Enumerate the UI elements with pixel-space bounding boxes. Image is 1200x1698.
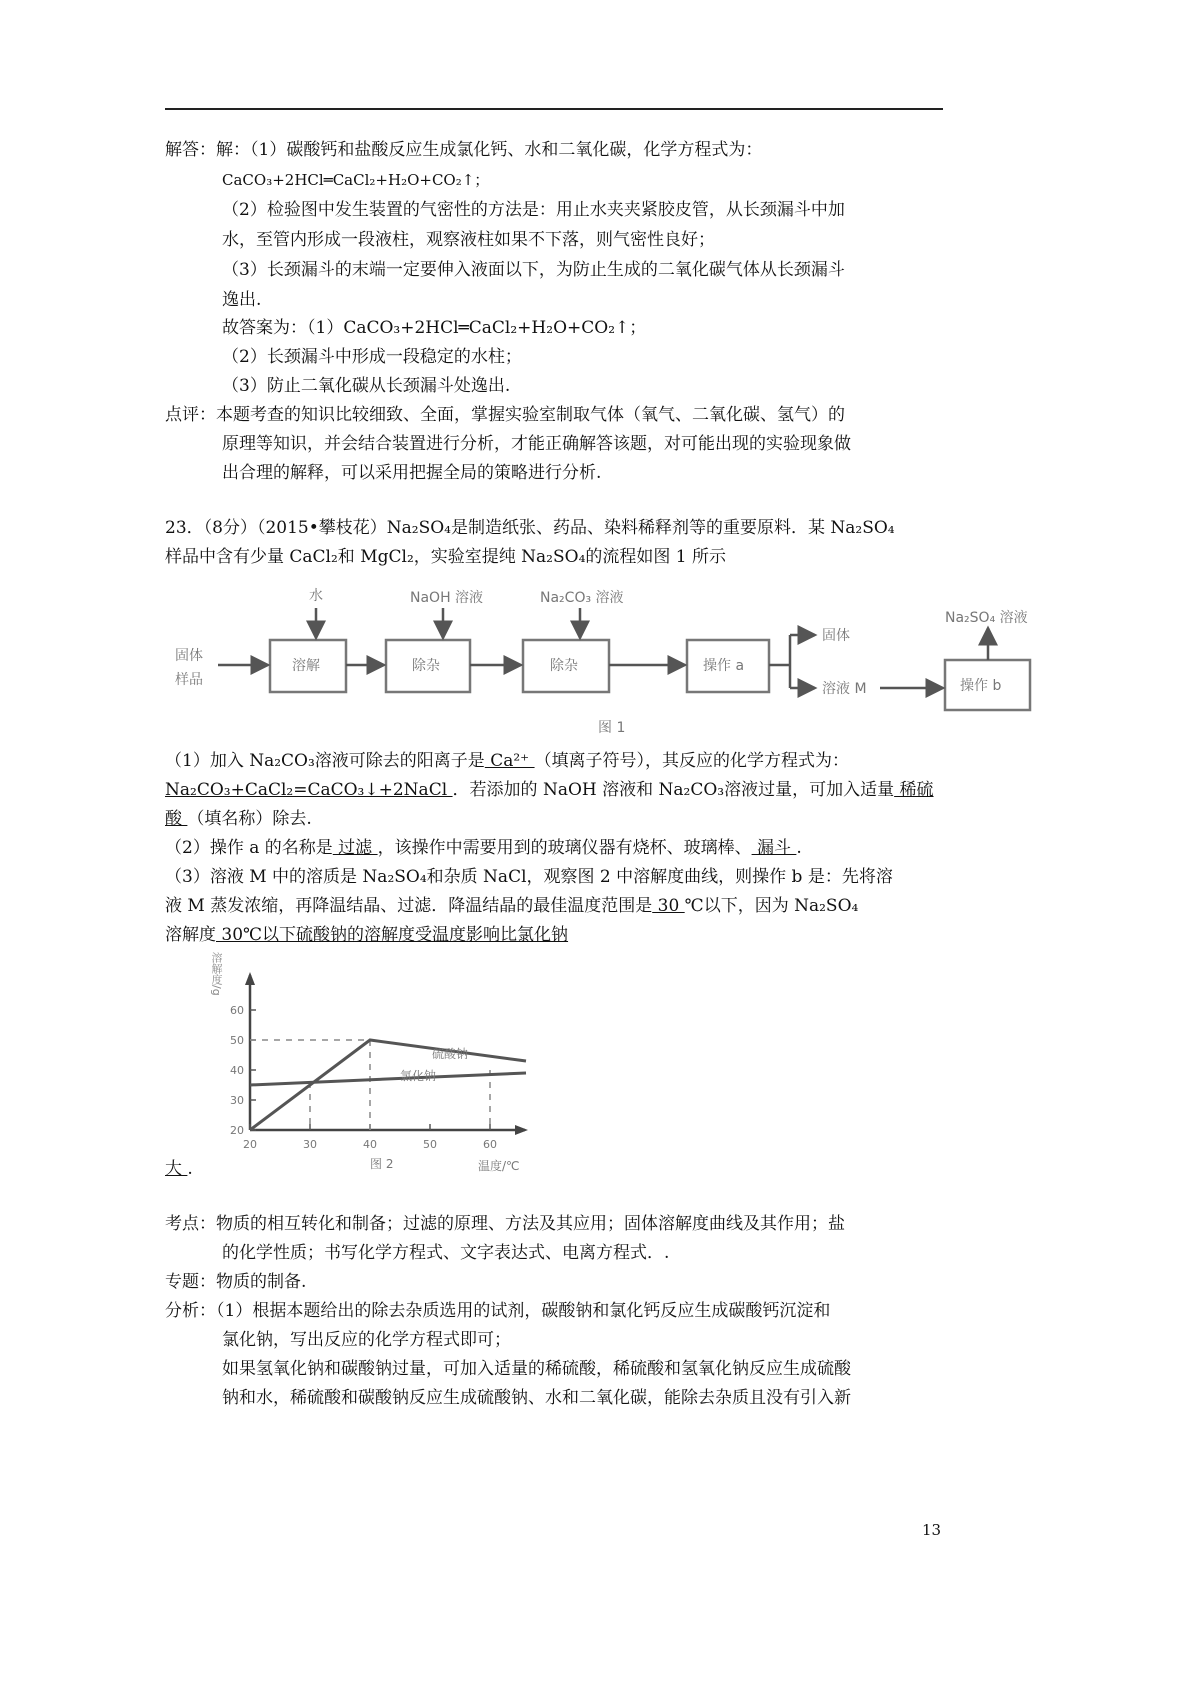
label-remove-1: 除杂 [412, 658, 440, 674]
label-na2co3: Na₂CO₃ 溶液 [540, 590, 624, 606]
label-product: Na₂SO₄ 溶液 [945, 610, 1028, 626]
text: . [796, 838, 802, 858]
x-tick-label: 60 [483, 1138, 497, 1151]
text: （填名称）除去. [187, 809, 312, 829]
label-dissolve: 溶解 [292, 658, 320, 674]
answer-blank: 大 [165, 1159, 188, 1179]
answer-line: （3）防止二氧化碳从长颈漏斗处逸出. [222, 376, 511, 396]
footer-line: 专题：物质的制备. [165, 1272, 307, 1292]
figure-caption: 图 1 [598, 720, 626, 736]
x-tick-label: 20 [243, 1138, 257, 1151]
answer-line: 故答案为：（1）CaCO₃+2HCl═CaCl₂+H₂O+CO₂↑； [222, 318, 647, 338]
label-solution-m: 溶液 M [822, 681, 867, 697]
answer-line: 解答：解：（1）碳酸钙和盐酸反应生成氯化钙、水和二氧化碳，化学方程式为： [165, 140, 763, 160]
question-line: 样品中含有少量 CaCl₂和 MgCl₂，实验室提纯 Na₂SO₄的流程如图 1 所示 [165, 547, 727, 567]
answer-line: （3）长颈漏斗的末端一定要伸入液面以下，为防止生成的二氧化碳气体从长颈漏斗 [222, 260, 845, 280]
footer-line: 分析：（1）根据本题给出的除去杂质选用的试剂，碳酸钠和氯化钙反应生成碳酸钙沉淀和 [165, 1301, 831, 1321]
footer-line: 如果氢氧化钠和碳酸钠过量，可加入适量的稀硫酸，稀硫酸和氢氧化钠反应生成硫酸 [222, 1359, 851, 1379]
label-sample: 固体 [175, 648, 203, 664]
page-number: 13 [922, 1521, 942, 1539]
text: （填离子符号），其反应的化学方程式为： [534, 751, 850, 771]
y-tick-label: 40 [230, 1064, 244, 1077]
q3-line [165, 1157, 193, 1181]
comment-line: 出合理的解释，可以采用把握全局的策略进行分析. [222, 463, 602, 483]
text: （1）加入 Na₂CO₃溶液可除去的阳离子是 [165, 751, 485, 771]
label-op-a: 操作 a [703, 658, 745, 674]
answer-line: （2）检验图中发生装置的气密性的方法是：用止水夹夹紧胶皮管，从长颈漏斗中加 [222, 200, 845, 220]
answer-blank: 过滤 [332, 838, 378, 858]
q3-line: （3）溶液 M 中的溶质是 Na₂SO₄和杂质 NaCl，观察图 2 中溶解度曲线，则操作 b 是：先将溶 [165, 867, 893, 887]
y-tick-label: 60 [230, 1004, 244, 1017]
footer-line: 的化学性质；书写化学方程式、文字表达式、电离方程式．. [222, 1243, 670, 1263]
series-line-na2so4 [250, 1040, 526, 1130]
y-axis-arrow-icon [245, 972, 255, 985]
text: 液 M 蒸发浓缩，再降温结晶、过滤．降温结晶的最佳温度范围是 [165, 896, 653, 916]
text: ，该操作中需要用到的玻璃仪器有烧杯、玻璃棒、 [377, 838, 752, 858]
y-tick-label: 50 [230, 1034, 244, 1047]
label-op-b: 操作 b [960, 678, 1002, 694]
x-tick-label: 50 [423, 1138, 437, 1151]
answer-line: CaCO₃+2HCl═CaCl₂+H₂O+CO₂↑； [222, 171, 490, 189]
y-tick-label: 30 [230, 1094, 244, 1107]
series-label: 硫酸钠 [432, 1047, 469, 1061]
question-line: 23．（8分）（2015•攀枝花）Na₂SO₄是制造纸张、药品、染料稀释剂等的重要原料．某 Na₂SO₄ [165, 518, 895, 538]
answer-blank: 酸 [165, 809, 188, 829]
answer-line: 水，至管内形成一段液柱，观察液柱如果不下落，则气密性良好； [222, 230, 715, 250]
y-axis-label: 溶解度/g [210, 952, 223, 996]
answer-blank: 30℃以下硫酸钠的溶解度受温度影响比氯化钠 [216, 925, 569, 945]
text: ℃以下，因为 Na₂SO₄ [684, 896, 859, 916]
answer-blank: 30 [652, 896, 685, 916]
text: ．若添加的 NaOH 溶液和 Na₂CO₃溶液过量，可加入适量 [452, 780, 895, 800]
footer-line: 考点：物质的相互转化和制备；过滤的原理、方法及其应用；固体溶解度曲线及其作用；盐 [165, 1214, 845, 1234]
label-naoh: NaOH 溶液 [410, 590, 484, 606]
x-axis-label: 温度/℃ [478, 1159, 520, 1173]
chart-title: 图 2 [370, 1157, 394, 1171]
x-tick-label: 40 [363, 1138, 377, 1151]
footer-line: 钠和水，稀硫酸和碳酸钠反应生成硫酸钠、水和二氧化碳，能除去杂质且没有引入新 [222, 1388, 851, 1408]
comment-line: 点评：本题考查的知识比较细致、全面，掌握实验室制取气体（氧气、二氧化碳、氢气）的 [165, 405, 845, 425]
label-remove-2: 除杂 [550, 658, 578, 674]
comment-line: 原理等知识，并会结合装置进行分析，才能正确解答该题，对可能出现的实验现象做 [222, 434, 851, 454]
answer-blank: Na₂CO₃+CaCl₂=CaCO₃↓+2NaCl [165, 780, 453, 800]
y-tick-label: 20 [230, 1124, 244, 1137]
footer-line: 氯化钠，写出反应的化学方程式即可； [222, 1330, 511, 1350]
series-label: 氯化钠 [400, 1069, 437, 1083]
answer-blank: 漏斗 [751, 838, 797, 858]
series-line-nacl [250, 1073, 526, 1085]
label-water: 水 [309, 588, 323, 604]
text: （2）操作 a 的名称是 [165, 838, 333, 858]
label-sample: 样品 [175, 672, 203, 688]
text: . [187, 1159, 193, 1179]
answer-blank: 稀硫 [894, 780, 934, 800]
answer-blank: Ca²⁺ [484, 751, 535, 771]
x-axis-arrow-icon [515, 1125, 528, 1135]
answer-line: （2）长颈漏斗中形成一段稳定的水柱； [222, 347, 522, 367]
answer-line: 逸出. [222, 290, 262, 310]
x-tick-label: 30 [303, 1138, 317, 1151]
text: 溶解度 [165, 925, 216, 945]
label-solid: 固体 [822, 628, 850, 644]
